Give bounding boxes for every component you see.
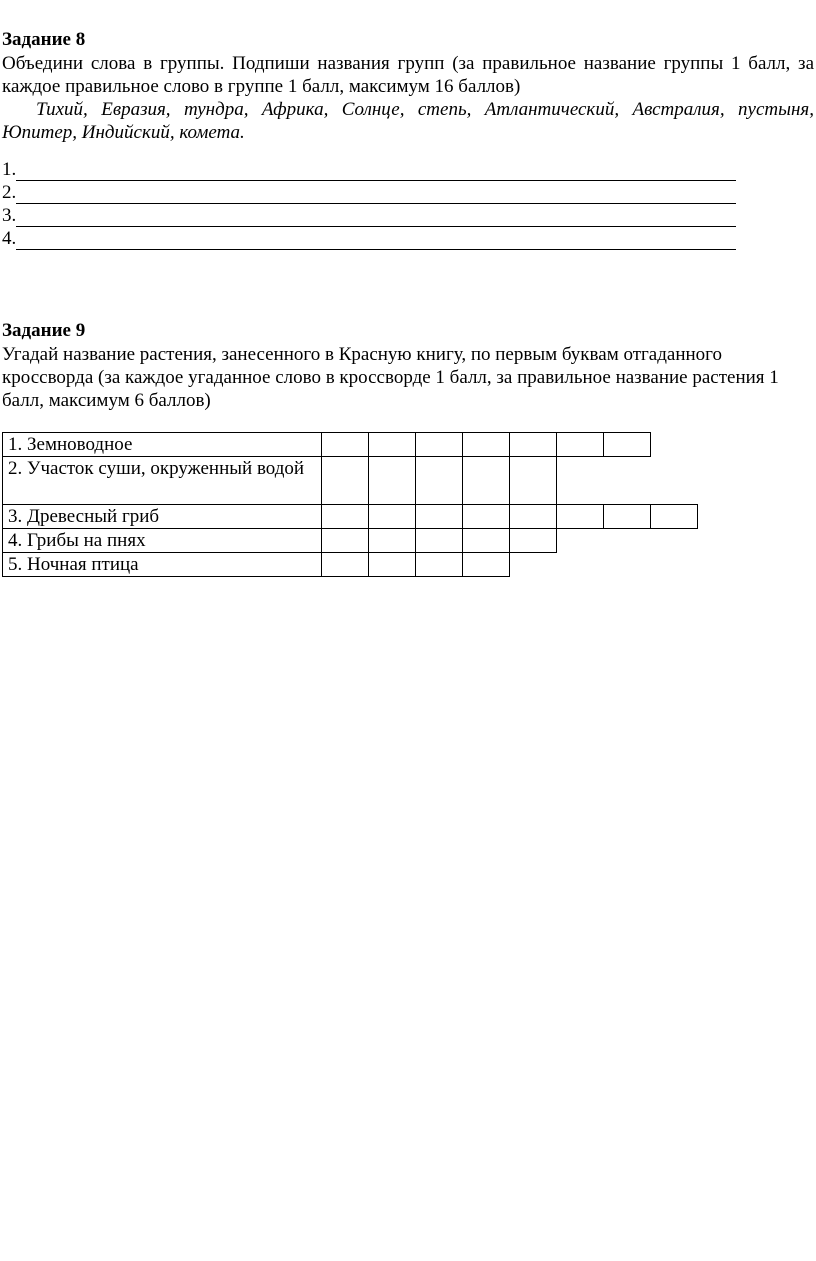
crossword-cell[interactable] (462, 528, 510, 553)
crossword-clue: 2. Участок суши, окруженный водой (2, 456, 322, 505)
task8-word-list: Тихий, Евразия, тундра, Африка, Солнце, степь, Атлантический, Австралия, пустыня, Юпитер, Индийский, комета. (2, 99, 814, 143)
crossword-clue: 5. Ночная птица (2, 552, 322, 577)
task8-instruction: Объедини слова в группы. Подпиши названия групп (за правильное название группы 1 балл, за каждое правильное слово в группе 1 балл, максимум 16 баллов) (2, 53, 814, 97)
crossword-cell[interactable] (603, 504, 651, 529)
crossword-cell[interactable] (462, 504, 510, 529)
answer-line-number: 4. (2, 228, 17, 249)
crossword-cell[interactable] (368, 504, 416, 529)
crossword-clue: 3. Древесный гриб (2, 504, 322, 529)
crossword-cell[interactable] (321, 432, 369, 457)
crossword-cell[interactable] (556, 432, 604, 457)
answer-line-number: 3. (2, 205, 17, 226)
crossword-cell[interactable] (462, 552, 510, 577)
crossword-cell[interactable] (415, 432, 463, 457)
task9-title: Задание 9 (2, 320, 86, 341)
crossword-cell[interactable] (509, 504, 557, 529)
answer-line-3[interactable] (2, 205, 736, 227)
crossword-cell[interactable] (415, 552, 463, 577)
crossword-cell[interactable] (509, 528, 557, 553)
crossword-cell[interactable] (368, 552, 416, 577)
crossword-cell[interactable] (415, 456, 463, 505)
crossword-cell[interactable] (509, 432, 557, 457)
crossword-cell[interactable] (321, 456, 369, 505)
crossword-cell[interactable] (509, 456, 557, 505)
answer-line-1[interactable] (2, 159, 736, 181)
task9-instruction: Угадай название растения, занесенного в Красную книгу, по первым буквам отгаданного кроссворда (за каждое угаданное слово в кроссворде 1 балл, за правильное название растения 1 балл, максимум 6 баллов) (2, 344, 779, 411)
crossword-cell[interactable] (556, 504, 604, 529)
crossword-cell[interactable] (415, 504, 463, 529)
crossword-cell[interactable] (603, 432, 651, 457)
crossword-cell[interactable] (321, 552, 369, 577)
answer-line-2[interactable] (2, 182, 736, 204)
crossword-cell[interactable] (368, 432, 416, 457)
answer-line-4[interactable] (2, 228, 736, 250)
answer-line-number: 2. (2, 182, 17, 203)
crossword-clue: 4. Грибы на пнях (2, 528, 322, 553)
crossword-cell[interactable] (462, 432, 510, 457)
crossword-cell[interactable] (650, 504, 698, 529)
crossword-cell[interactable] (321, 528, 369, 553)
answer-line-number: 1. (2, 159, 17, 180)
crossword-cell[interactable] (415, 528, 463, 553)
crossword-cell[interactable] (321, 504, 369, 529)
crossword-clue: 1. Земноводное (2, 432, 322, 457)
crossword-cell[interactable] (462, 456, 510, 505)
crossword-cell[interactable] (368, 528, 416, 553)
crossword-cell[interactable] (368, 456, 416, 505)
task8-title: Задание 8 (2, 29, 86, 50)
